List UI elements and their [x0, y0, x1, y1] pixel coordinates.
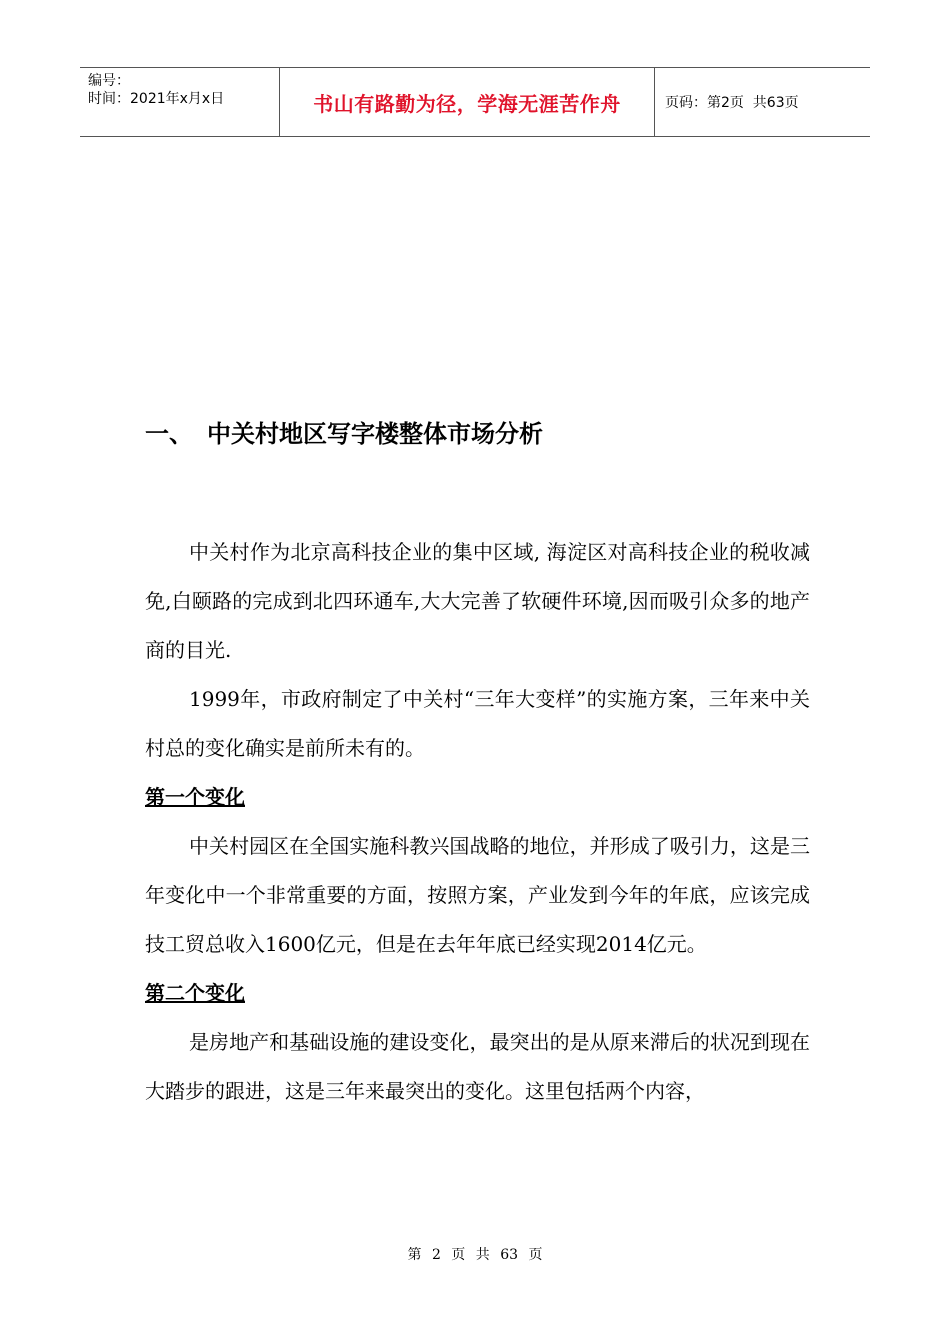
section-heading [145, 414, 810, 454]
paragraph-intro: 中关村作为北京高科技企业的集中区域, 海淀区对高科技企业的税收减免,白颐路的完成到北四环通车,大大完善了软硬件环境,因而吸引众多的地产商的目光. [145, 540, 810, 662]
page-footer: 第 2 页 共 63 页 [407, 1247, 543, 1263]
serial-number-label: 编号： [88, 73, 130, 89]
section-number: 一、 [145, 420, 193, 448]
subheading-second-change: 第二个变化 [145, 981, 245, 1005]
page-header [80, 67, 870, 137]
paragraph-1999-plan: 1999年，市政府制定了中关村“三年大变样”的实施方案，三年来中关村总的变化确实是前所未有的。 [145, 687, 810, 760]
section-title-text: 中关村地区写字楼整体市场分析 [207, 420, 543, 448]
subheading-first-change: 第一个变化 [145, 785, 245, 809]
header-page-info [655, 68, 870, 136]
date-label: 时间：2021年x月x日 [88, 91, 225, 107]
document-body [145, 414, 810, 1116]
header-meta [80, 68, 280, 136]
paragraph-first-change: 中关村园区在全国实施科教兴国战略的地位，并形成了吸引力，这是三年变化中一个非常重要的方面，按照方案，产业发到今年的年底，应该完成技工贸总收入1600亿元，但是在去年年底已经实现2014亿元。 [145, 834, 810, 956]
header-motto: 书山有路勤为径，学海无涯苦作舟 [280, 68, 655, 136]
page-info-text: 页码：第2页 共63页 [665, 95, 799, 111]
paragraph-second-change: 是房地产和基础设施的建设变化，最突出的是从原来滞后的状况到现在大踏步的跟进，这是三年来最突出的变化。这里包括两个内容， [145, 1030, 810, 1103]
